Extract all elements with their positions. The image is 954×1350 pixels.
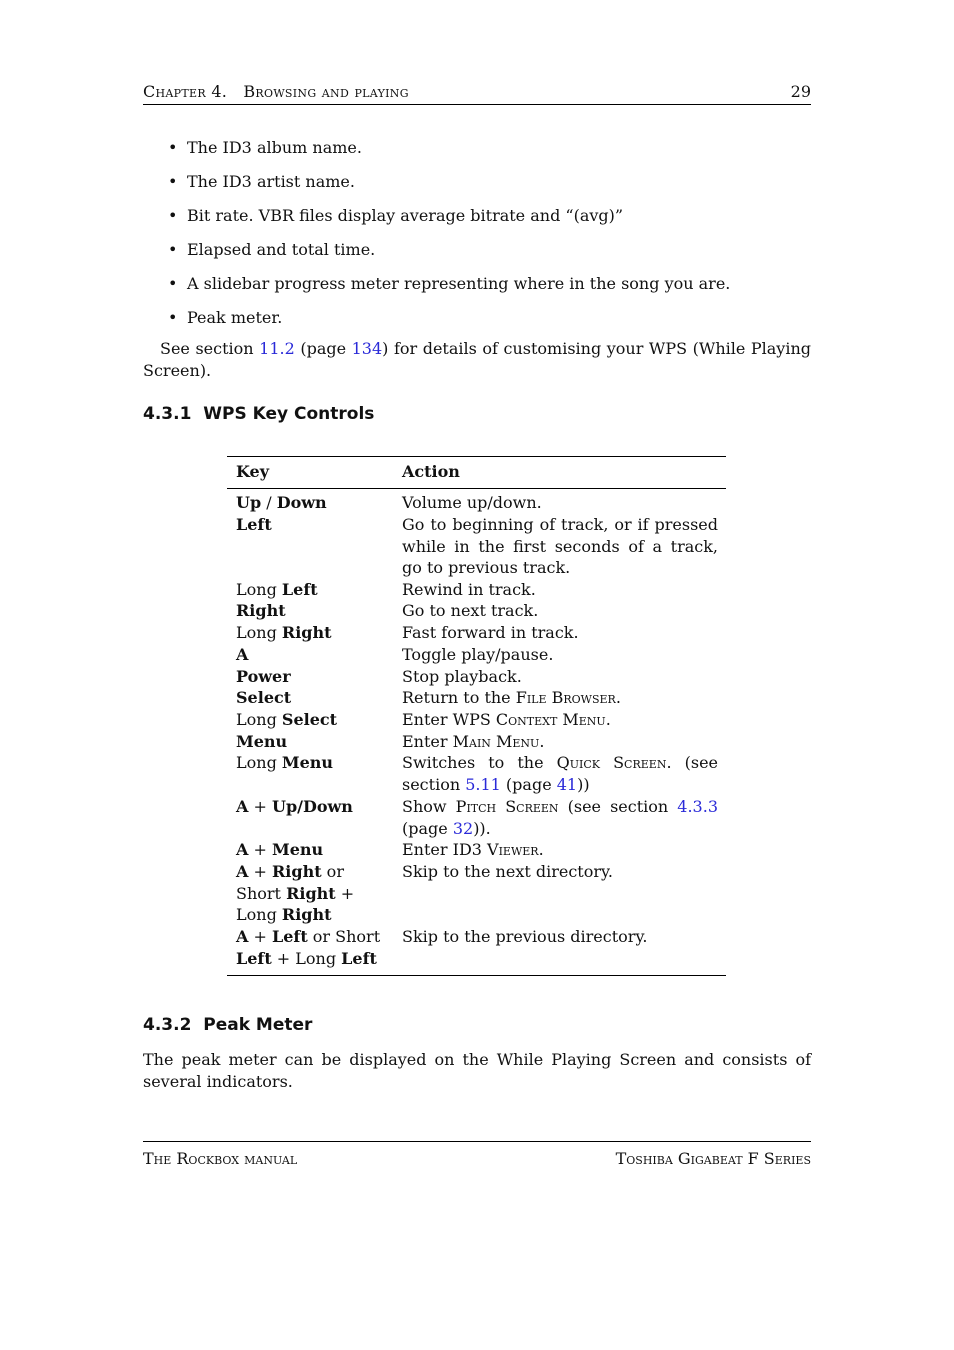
section-heading-peak-meter: 4.3.2 Peak Meter: [143, 1015, 313, 1035]
table-row-key: A + Menu: [236, 840, 324, 859]
see-section-paragraph: See section 11.2 (page 134) for details of customising your WPS (While Playing Screen).: [143, 339, 812, 380]
table-row-action: Go to next track.: [402, 601, 539, 620]
action-column-header: Action: [402, 462, 460, 481]
list-item: • The ID3 artist name.: [143, 170, 811, 204]
table-row-key: Select: [236, 688, 292, 707]
section-link[interactable]: 11.2: [259, 339, 295, 358]
page-link[interactable]: 32: [452, 818, 474, 838]
bullet-icon: •: [168, 138, 178, 157]
bullet-icon: •: [168, 308, 178, 327]
page-link[interactable]: 41: [556, 774, 578, 794]
key-column-header: Key: [236, 462, 270, 481]
table-row-key: Long Select: [236, 710, 338, 729]
table-row-action: Volume up/down.: [402, 493, 542, 512]
section-link[interactable]: 5.11: [465, 774, 501, 794]
table-row-action: Enter Main Menu.: [402, 732, 545, 751]
table-row-key: Menu: [236, 732, 288, 751]
table-row-action: Fast forward in track.: [402, 623, 579, 642]
manual-title: The Rockbox manual: [143, 1149, 298, 1168]
table-row-key: Right: [236, 601, 286, 620]
table-row-action: Switches to the Quick Screen. (see section 5.11 (page 41)): [402, 753, 719, 794]
table-row-key: A + Right or Short Right + Long Right: [236, 862, 355, 925]
table-row-key: Long Left: [236, 580, 318, 599]
wps-info-list: [143, 136, 811, 340]
list-item: • A slidebar progress meter representing where in the song you are.: [143, 272, 811, 306]
key-controls-table: [227, 456, 726, 976]
table-row-action: Go to beginning of track, or if pressed while in the first seconds of a track, go to previous track.: [402, 515, 718, 578]
table-row-key: Long Menu: [236, 753, 334, 772]
table-row-action: Show Pitch Screen (see section 4.3.3 (page 32)).: [402, 797, 718, 838]
table-row-action: Enter WPS Context Menu.: [402, 710, 611, 729]
running-footer: [143, 1141, 811, 1172]
chapter-title: Chapter 4. Browsing and playing: [143, 82, 409, 101]
table-row-key: A + Up/Down: [236, 797, 353, 816]
table-row-key: A: [236, 645, 249, 664]
section-link[interactable]: 4.3.3: [677, 797, 718, 816]
table-row-key: Left: [236, 515, 272, 534]
list-item: • Bit rate. VBR files display average bitrate and “(avg)”: [143, 204, 811, 238]
page-link[interactable]: 134: [351, 339, 383, 358]
table-row-key: Long Right: [236, 623, 332, 642]
table-row-action: Skip to the next directory.: [402, 862, 613, 881]
table-row-key: A + Left or Short Left + Long Left: [236, 927, 381, 968]
list-item: • The ID3 album name.: [143, 136, 811, 170]
table-row-action: Skip to the previous directory.: [402, 927, 648, 946]
running-header: [143, 82, 811, 105]
page-number: 29: [790, 82, 811, 101]
bullet-icon: •: [168, 206, 178, 225]
table-row-action: Enter ID3 Viewer.: [402, 840, 544, 859]
list-item: • Elapsed and total time.: [143, 238, 811, 272]
table-row-action: Return to the File Browser.: [402, 688, 621, 707]
list-item: • Peak meter.: [143, 306, 811, 340]
table-row-action: Toggle play/pause.: [402, 645, 554, 664]
device-name: Toshiba Gigabeat F Series: [615, 1149, 811, 1168]
bullet-icon: •: [168, 240, 178, 259]
table-row-key: Power: [236, 667, 291, 686]
peak-meter-paragraph: The peak meter can be displayed on the While Playing Screen and consists of several indicators.: [143, 1050, 811, 1091]
section-heading-wps-key-controls: 4.3.1 WPS Key Controls: [143, 404, 375, 424]
table-row-key: Up / Down: [236, 493, 327, 512]
bullet-icon: •: [168, 274, 178, 293]
table-row-action: Rewind in track.: [402, 580, 536, 599]
table-row-action: Stop playback.: [402, 667, 522, 686]
table-header-row: [227, 457, 726, 489]
bullet-icon: •: [168, 172, 178, 191]
